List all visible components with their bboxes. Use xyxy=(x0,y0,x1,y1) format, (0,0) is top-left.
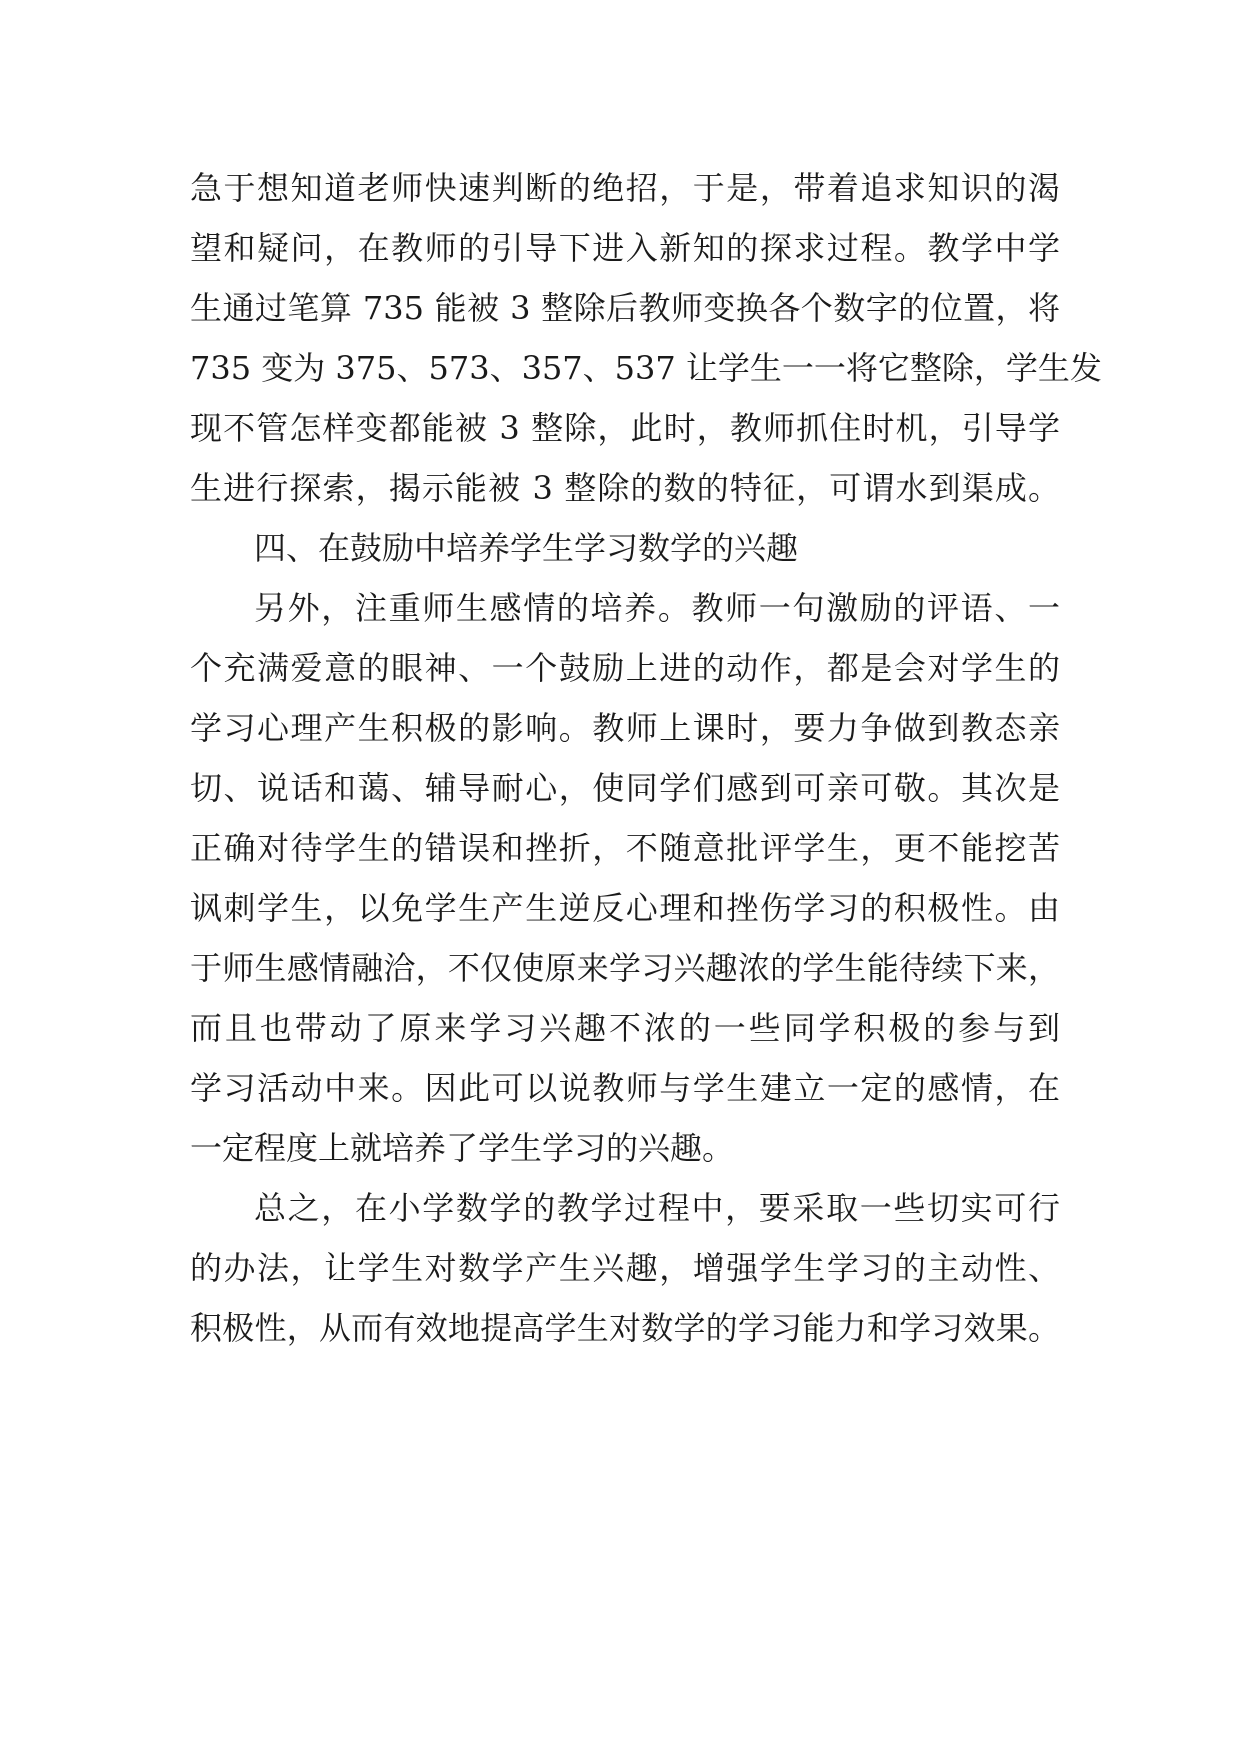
paragraph-conclusion xyxy=(190,1178,1060,1358)
text-line: 735 变为 375、573、357、537 让学生一一将它整除，学生发 xyxy=(190,349,1102,387)
section-heading xyxy=(190,518,1060,578)
text-line: 积极性，从而有效地提高学生对数学的学习能力和学习效果。 xyxy=(190,1309,1060,1347)
text-line: 学习活动中来。因此可以说教师与学生建立一定的感情，在 xyxy=(190,1069,1060,1107)
text-line: 讽刺学生，以免学生产生逆反心理和挫伤学习的积极性。由 xyxy=(190,889,1060,927)
text-line: 一定程度上就培养了学生学习的兴趣。 xyxy=(190,1129,735,1167)
text-line: 而且也带动了原来学习兴趣不浓的一些同学积极的参与到 xyxy=(190,1009,1060,1047)
text-line: 望和疑问，在教师的引导下进入新知的探求过程。教学中学 xyxy=(190,229,1060,267)
section-heading-text: 四、在鼓励中培养学生学习数学的兴趣 xyxy=(254,529,799,567)
document-body xyxy=(190,158,1102,1358)
text-line: 现不管怎样变都能被 3 整除，此时，教师抓住时机，引导学 xyxy=(190,409,1060,447)
text-line: 急于想知道老师快速判断的绝招，于是，带着追求知识的渴 xyxy=(190,169,1060,207)
text-line: 切、说话和蔼、辅导耐心，使同学们感到可亲可敬。其次是 xyxy=(190,769,1060,807)
text-line: 学习心理产生积极的影响。教师上课时，要力争做到教态亲 xyxy=(190,709,1060,747)
text-line: 的办法，让学生对数学产生兴趣，增强学生学习的主动性、 xyxy=(190,1249,1060,1287)
text-line: 生通过笔算 735 能被 3 整除后教师变换各个数字的位置，将 xyxy=(190,289,1060,327)
text-line: 生进行探索，揭示能被 3 整除的数的特征，可谓水到渠成。 xyxy=(190,469,1060,507)
text-line: 于师生感情融洽，不仅使原来学习兴趣浓的学生能待续下来， xyxy=(190,949,1060,987)
text-line: 总之，在小学数学的教学过程中，要采取一些切实可行 xyxy=(254,1189,1060,1227)
text-line: 个充满爱意的眼神、一个鼓励上进的动作，都是会对学生的 xyxy=(190,649,1060,687)
paragraph-encouragement xyxy=(190,578,1060,1178)
paragraph-continued xyxy=(190,158,1102,518)
text-line: 正确对待学生的错误和挫折，不随意批评学生，更不能挖苦 xyxy=(190,829,1060,867)
text-line: 另外，注重师生感情的培养。教师一句激励的评语、一 xyxy=(254,589,1060,627)
